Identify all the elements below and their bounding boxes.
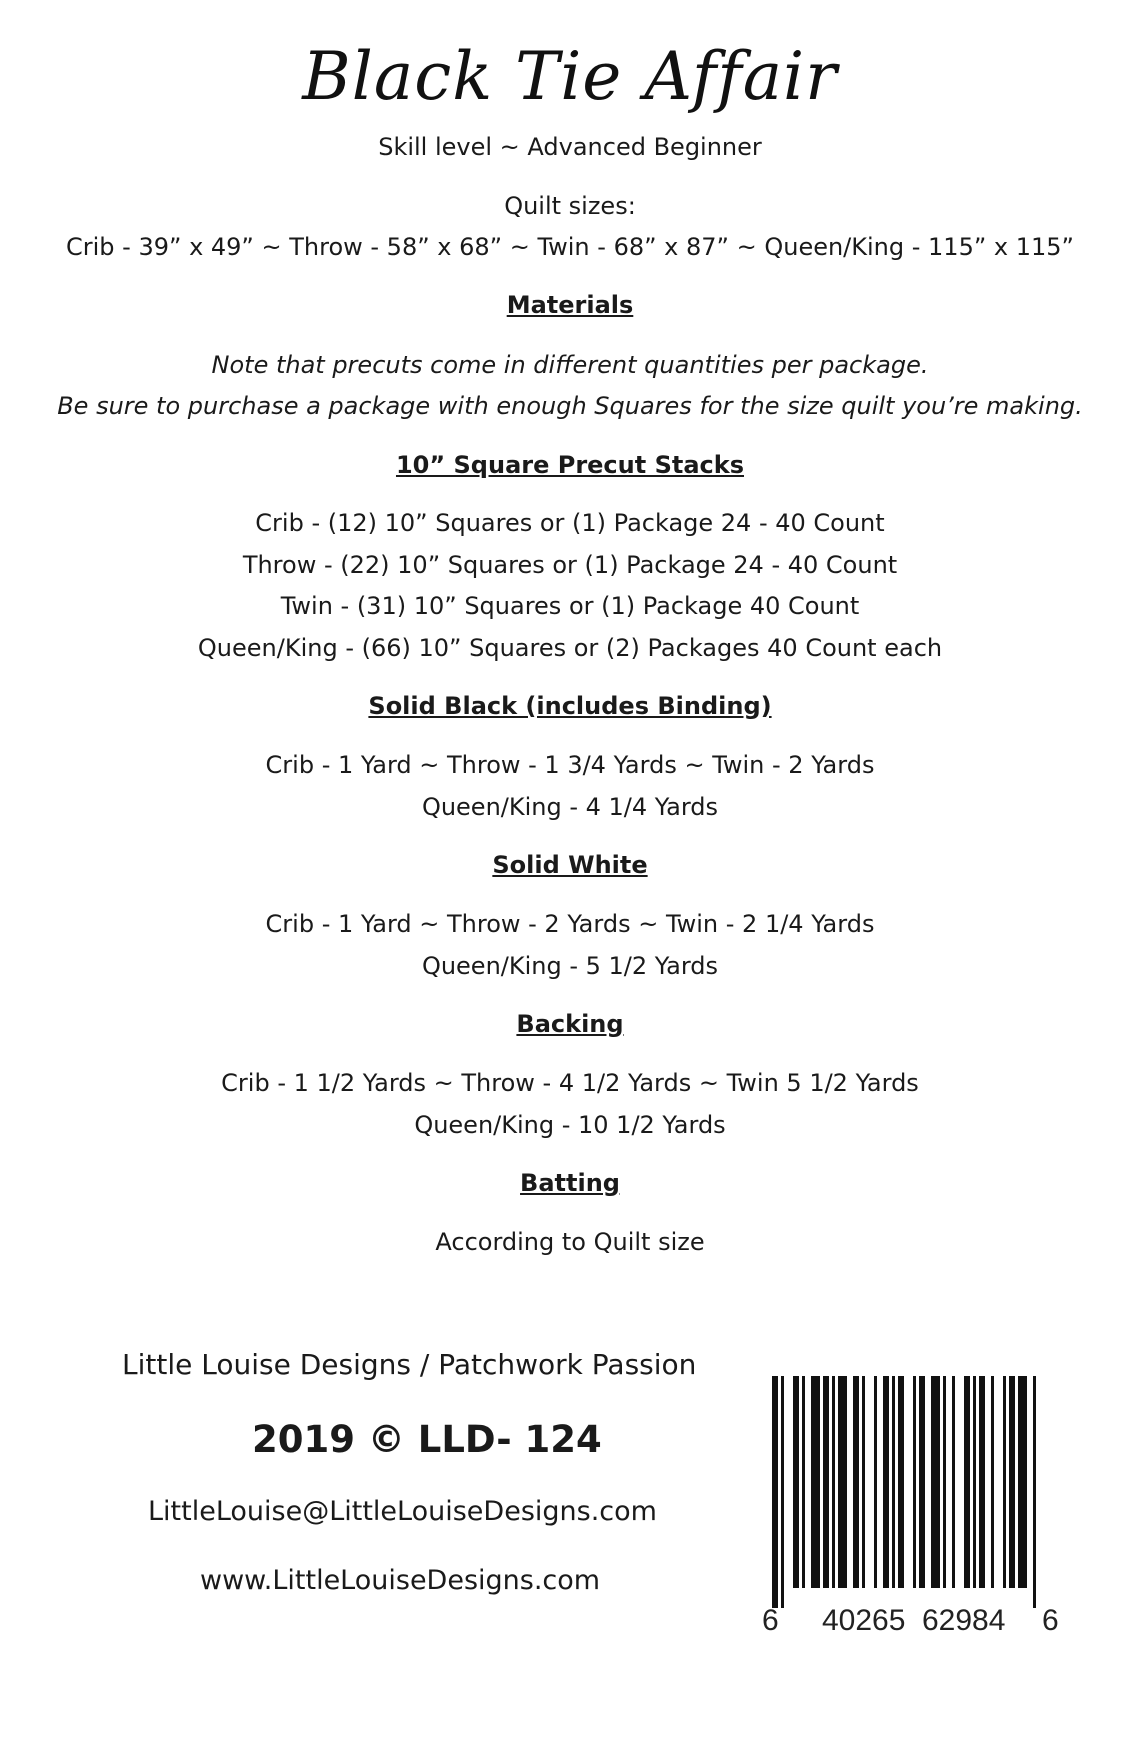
email-address: LittleLouise@LittleLouiseDesigns.com xyxy=(148,1496,657,1527)
barcode-bar xyxy=(883,1376,889,1588)
barcode-group-left: 40265 xyxy=(822,1604,906,1636)
solid-black-line: Crib - 1 Yard ~ Throw - 1 3/4 Yards ~ Twin - 2 Yards xyxy=(265,751,875,779)
barcode-digit-last: 6 xyxy=(1042,1604,1059,1636)
backing-heading: Backing xyxy=(516,1010,624,1038)
barcode-bar xyxy=(898,1376,904,1588)
materials-note-1: Note that precuts come in different quantities per package. xyxy=(211,351,929,379)
barcode-group-right: 62984 xyxy=(922,1604,1006,1636)
copyright-code: 2019 © LLD- 124 xyxy=(252,1418,602,1461)
barcode-bar xyxy=(973,1376,976,1588)
precut-line: Throw - (22) 10” Squares or (1) Package 24 - 40 Count xyxy=(242,551,898,579)
barcode-bar xyxy=(1033,1376,1036,1608)
solid-white-line: Crib - 1 Yard ~ Throw - 2 Yards ~ Twin - 2 1/4 Yards xyxy=(265,910,875,938)
precut-line: Twin - (31) 10” Squares or (1) Package 40 Count xyxy=(280,592,860,620)
page-title: Black Tie Affair xyxy=(302,38,838,115)
barcode-digit-first: 6 xyxy=(762,1604,779,1636)
barcode-bar xyxy=(913,1376,916,1588)
batting-line: According to Quilt size xyxy=(435,1228,705,1256)
barcode-bar xyxy=(979,1376,985,1588)
backing-line: Queen/King - 10 1/2 Yards xyxy=(414,1111,726,1139)
barcode-bars xyxy=(772,1376,1036,1608)
barcode-bar xyxy=(862,1376,865,1588)
barcode xyxy=(742,1372,1062,1636)
quilt-sizes: Crib - 39” x 49” ~ Throw - 58” x 68” ~ Twin - 68” x 87” ~ Queen/King - 115” x 115” xyxy=(66,233,1074,261)
barcode-bar xyxy=(964,1376,970,1588)
barcode-bar xyxy=(931,1376,940,1588)
precut-line: Queen/King - (66) 10” Squares or (2) Packages 40 Count each xyxy=(197,634,943,662)
materials-heading: Materials xyxy=(506,291,634,319)
barcode-bar xyxy=(811,1376,820,1588)
barcode-bar xyxy=(919,1376,925,1588)
barcode-bar xyxy=(952,1376,955,1588)
barcode-bar xyxy=(832,1376,835,1588)
barcode-bar xyxy=(943,1376,946,1588)
backing-line: Crib - 1 1/2 Yards ~ Throw - 4 1/2 Yards ~ Twin 5 1/2 Yards xyxy=(221,1069,919,1097)
solid-white-heading: Solid White xyxy=(492,851,648,879)
barcode-bar xyxy=(991,1376,994,1588)
precut-heading: 10” Square Precut Stacks xyxy=(395,451,744,479)
barcode-bar xyxy=(772,1376,778,1608)
barcode-bar xyxy=(793,1376,799,1588)
barcode-bar xyxy=(892,1376,895,1588)
precut-line: Crib - (12) 10” Squares or (1) Package 24 - 40 Count xyxy=(255,509,885,537)
barcode-bar xyxy=(874,1376,877,1588)
barcode-bar xyxy=(1018,1376,1027,1588)
barcode-bar xyxy=(838,1376,847,1588)
publisher-name: Little Louise Designs / Patchwork Passion xyxy=(122,1348,697,1381)
solid-black-heading: Solid Black (includes Binding) xyxy=(368,692,772,720)
quilt-sizes-label: Quilt sizes: xyxy=(504,192,636,220)
barcode-bar xyxy=(1009,1376,1015,1588)
batting-heading: Batting xyxy=(520,1169,620,1197)
barcode-bar xyxy=(1003,1376,1006,1588)
materials-note-2: Be sure to purchase a package with enough Squares for the size quilt you’re making. xyxy=(57,392,1083,420)
website-url: www.LittleLouiseDesigns.com xyxy=(200,1565,601,1596)
barcode-bar xyxy=(853,1376,859,1588)
barcode-bar xyxy=(823,1376,829,1588)
skill-level: Skill level ~ Advanced Beginner xyxy=(378,133,762,161)
solid-black-line: Queen/King - 4 1/4 Yards xyxy=(421,793,719,821)
barcode-bar xyxy=(781,1376,784,1608)
solid-white-line: Queen/King - 5 1/2 Yards xyxy=(421,952,719,980)
barcode-bar xyxy=(802,1376,805,1588)
